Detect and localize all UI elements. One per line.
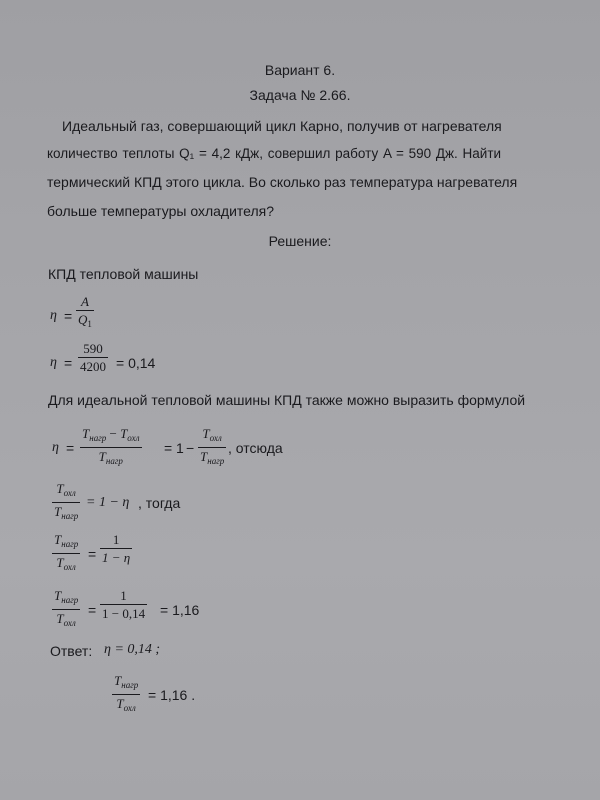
eq3-otsyuda: , отсюда	[228, 440, 283, 456]
t-symbol: T	[54, 532, 62, 547]
t-sub-nagr: нагр	[121, 680, 139, 690]
t-symbol: T	[82, 426, 90, 441]
eq6-fraction-2-denominator: 1 − 0,14	[102, 606, 146, 621]
eq5-fraction-2	[100, 532, 132, 565]
kpd-label: КПД тепловой машины	[48, 266, 199, 282]
eq2-numerator: 590	[78, 341, 108, 358]
eq5-numerator	[52, 532, 80, 554]
t-sub-nagr: нагр	[207, 456, 225, 466]
eq4-fraction	[52, 481, 80, 524]
eq5-equals: =	[88, 546, 97, 562]
problem-heading: Задача № 2.66.	[249, 87, 351, 103]
eq6-result: = 1,16	[160, 602, 200, 618]
problem-line-3: термический КПД этого цикла. Во сколько раз температура нагревателя	[47, 174, 518, 190]
t-symbol: T	[54, 504, 62, 519]
eq6-fraction	[52, 588, 80, 631]
answer-denominator	[112, 695, 140, 716]
t-sub-ohl: охл	[127, 433, 140, 443]
eq3-numerator	[80, 426, 142, 448]
t-symbol: T	[114, 673, 122, 688]
eq5-fraction-2-numerator: 1	[100, 532, 132, 549]
t-sub-nagr: нагр	[89, 433, 107, 443]
eq6-numerator	[52, 588, 80, 610]
t-sub-ohl: охл	[63, 562, 76, 572]
eq2-result: = 0,14	[116, 355, 156, 371]
eq3-fraction-2	[198, 426, 226, 469]
answer-label: Ответ:	[50, 643, 93, 659]
eq5-denominator	[52, 554, 80, 575]
eq2-denominator: 4200	[80, 359, 106, 374]
answer-ratio: = 1,16 .	[148, 687, 196, 703]
problem-line-1: Идеальный газ, совершающий цикл Карно, получив от нагревателя	[62, 118, 502, 134]
t-sub-nagr: нагр	[61, 595, 79, 605]
eq3-equals: =	[66, 440, 75, 456]
t-sub-nagr: нагр	[105, 456, 123, 466]
eq6-denominator	[52, 610, 80, 631]
q-subscript: 1	[87, 319, 92, 329]
eq1-fraction	[76, 294, 94, 332]
eq4-denominator	[52, 503, 80, 524]
eq2-eta: η	[50, 355, 57, 370]
ideal-machine-text: Для идеальной тепловой машины КПД также можно выразить формулой	[48, 392, 526, 408]
solution-title: Решение:	[268, 233, 332, 249]
eq6-fraction-2-numerator: 1	[100, 588, 147, 605]
eq1-eta: η	[50, 308, 57, 323]
eq3-fraction-2-denominator	[198, 448, 226, 469]
t-symbol: T	[200, 449, 208, 464]
eq1-equals: =	[64, 308, 73, 324]
eq1-numerator: A	[76, 294, 94, 311]
problem-line-4: больше температуры охладителя?	[47, 203, 275, 219]
variant-heading: Вариант 6.	[264, 62, 336, 78]
eq4-numerator	[52, 481, 80, 503]
t-sub-ohl: охл	[123, 703, 136, 713]
t-symbol: T	[98, 449, 106, 464]
problem-line-2: количество теплоты Q₁ = 4,2 кДж, совершил работу A = 590 Дж. Найти	[47, 146, 502, 161]
t-symbol: T	[120, 426, 128, 441]
answer-numerator	[112, 673, 140, 695]
eq1-denominator	[76, 311, 94, 332]
minus-sign: −	[109, 426, 117, 441]
t-symbol: T	[202, 426, 210, 441]
eq6-equals: =	[88, 602, 97, 618]
t-sub-nagr: нагр	[61, 511, 79, 521]
eq3-one: 1	[176, 440, 184, 456]
eq3-fraction	[80, 426, 142, 469]
answer-fraction	[112, 673, 140, 716]
eq2-equals: =	[64, 355, 73, 371]
eq3-eta: η	[52, 440, 59, 455]
t-symbol: T	[116, 696, 124, 711]
t-symbol: T	[56, 611, 64, 626]
eq6-fraction-2	[100, 588, 147, 621]
answer-eta: η = 0,14 ;	[104, 642, 161, 657]
eq3-equals-2: =	[164, 440, 173, 456]
eq2-fraction	[78, 341, 108, 374]
t-sub-ohl: охл	[209, 433, 222, 443]
t-sub-nagr: нагр	[61, 539, 79, 549]
eq3-fraction-2-numerator	[198, 426, 226, 448]
t-symbol: T	[56, 481, 64, 496]
eq5-fraction	[52, 532, 80, 575]
eq3-denominator	[80, 448, 142, 469]
t-sub-ohl: охл	[63, 488, 76, 498]
t-sub-ohl: охл	[63, 618, 76, 628]
q-symbol: Q	[78, 312, 88, 327]
eq4-togda: , тогда	[138, 495, 181, 511]
t-symbol: T	[56, 555, 64, 570]
eq4-rhs: = 1 − η	[86, 495, 130, 510]
eq5-fraction-2-denominator: 1 − η	[102, 550, 131, 565]
eq3-minus: −	[186, 440, 195, 456]
t-symbol: T	[54, 588, 62, 603]
